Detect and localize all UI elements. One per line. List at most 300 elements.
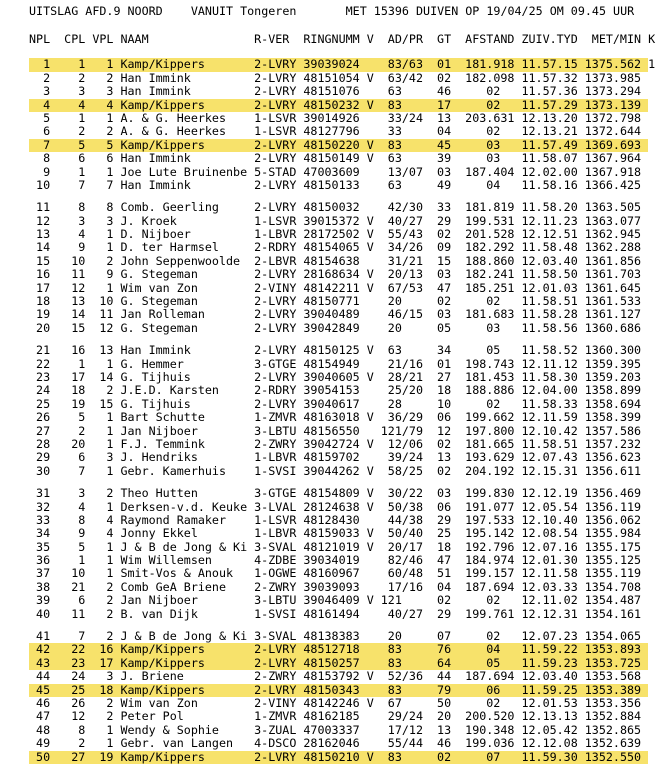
row-band [29,425,648,438]
cell-metmin: 1361.533 [584,294,642,309]
cell-rver: 2-LVRY [254,749,297,764]
cell-rver: 2-LVRY [254,267,297,282]
cell-gt: 39 [437,151,452,166]
cell-rver: 2-LBVR [254,253,297,268]
cell-npl: 14 [36,240,51,255]
cell-metmin: 1360.686 [584,320,642,335]
cell-cpl: 2 [78,124,86,139]
cell-adpr-den: /15 [401,307,423,322]
cell-metmin: 1356.469 [584,486,642,501]
row-band [29,112,648,125]
cell-v: V [366,539,374,554]
cell-adpr-num: 31 [387,253,402,268]
cell-npl: 7 [43,137,51,152]
row-band [29,581,648,594]
cell-ring: 39054153 [303,383,360,398]
cell-gt: 45 [437,137,452,152]
cell-adpr-num: 55 [387,227,402,242]
cell-afstand: 181.453 [465,369,515,384]
cell-metmin: 1363.077 [584,213,642,228]
cell-name: G. Tijhuis [120,396,191,411]
cell-ring: 28162046 [303,736,360,751]
cell-gt: 33 [437,200,452,215]
cell-vpl: 1 [106,553,114,568]
cell-afstand: 199.761 [465,606,515,621]
row-band [29,670,648,683]
result-row [29,608,656,621]
cell-adpr-den: /21 [401,253,423,268]
row-band [29,268,648,281]
cell-name: Han Immink [120,177,191,192]
cell-name: Kamp/Kippers [120,97,205,112]
cell-npl: 44 [36,669,51,684]
cell-cpl: 14 [71,307,86,322]
result-row [29,514,656,527]
cell-gt: 02 [437,436,452,451]
cell-rver: 3-GTGE [254,486,297,501]
cell-zuivtyd: 12.05.54 [521,499,578,514]
cell-metmin: 1354.708 [584,579,642,594]
cell-metmin: 1352.865 [584,722,642,737]
cell-afstand: 187.404 [465,164,515,179]
cell-ring: 48121019 [303,539,360,554]
cell-cpl: 2 [78,423,86,438]
cell-name: Joe Lute Bruinenbe [120,164,248,179]
cell-npl: 5 [43,110,51,125]
result-row [29,594,656,607]
cell-npl: 31 [36,486,51,501]
cell-name: Kamp/Kippers [120,642,205,657]
result-row [29,268,656,281]
cell-ring: 28172502 [303,227,360,242]
result-row [29,724,656,737]
cell-ring: 48161494 [303,606,360,621]
cell-cpl: 12 [71,280,86,295]
col-header-adpr: AD/PR [387,32,423,46]
cell-zuivtyd: 12.08.54 [521,526,578,541]
cell-vpl: 2 [106,579,114,594]
cell-npl: 22 [36,356,51,371]
cell-npl: 8 [43,151,51,166]
row-band [29,228,648,241]
cell-cpl: 8 [78,200,86,215]
cell-ring: 48150032 [303,200,360,215]
cell-ring: 48142246 [303,695,360,710]
result-row [29,657,656,670]
row-band [29,139,648,152]
cell-ring: 48154809 [303,486,360,501]
cell-vpl: 16 [99,642,114,657]
cell-afstand: 201.528 [465,227,515,242]
cell-rver: 4-ZDBE [254,553,297,568]
cell-adpr-num: 40 [387,606,402,621]
cell-vpl: 1 [106,499,114,514]
cell-afstand: 04 [486,177,501,192]
cell-rver: 1-LSVR [254,124,297,139]
cell-afstand: 182.292 [465,240,515,255]
cell-zuivtyd: 12.11.58 [521,566,578,581]
cell-gt: 03 [437,267,452,282]
cell-metmin: 1353.893 [584,642,642,657]
cell-zuivtyd: 12.07.23 [521,629,578,644]
cell-npl: 4 [43,97,51,112]
row-band [29,152,648,165]
cell-vpl: 15 [99,396,114,411]
cell-adpr-num: 20 [387,267,402,282]
cell-zuivtyd: 11.57.29 [521,97,578,112]
cell-metmin: 1358.694 [584,396,642,411]
cell-rver: 1-LSVR [254,213,297,228]
cell-zuivtyd: 12.11.23 [521,213,578,228]
cell-ring: 39039093 [303,579,360,594]
result-row [29,487,656,500]
cell-v: V [366,227,374,242]
cell-rver: 2-LVRY [254,84,297,99]
col-header-gt: GT [437,32,452,46]
cell-adpr-num: 12 [387,436,402,451]
cell-afstand: 187.694 [465,579,515,594]
cell-adpr-num: 60 [387,566,402,581]
cell-zuivtyd: 12.12.19 [521,486,578,501]
cell-rver: 2-RDRY [254,240,297,255]
cell-npl: 6 [43,124,51,139]
cell-gt: 49 [437,177,452,192]
cell-metmin: 1355.125 [584,553,642,568]
cell-adpr-den: /38 [401,499,423,514]
cell-rver: 1-SVSI [254,606,297,621]
col-header-afstand: AFSTAND [465,32,515,46]
cell-rver: 2-LVRY [254,200,297,215]
cell-rver: 3-ZUAL [254,722,297,737]
cell-cpl: 10 [71,566,86,581]
results-table [29,58,656,764]
cell-adpr-num: 46 [387,307,402,322]
cell-zuivtyd: 12.07.43 [521,450,578,465]
cell-ring: 39042724 [303,436,360,451]
cell-zuivtyd: 11.59.22 [521,642,578,657]
cell-vpl: 4 [106,97,114,112]
cell-gt: 04 [437,579,452,594]
result-row [29,567,656,580]
cell-zuivtyd: 11.58.16 [521,177,578,192]
cell-metmin: 1356.062 [584,512,642,527]
cell-gt: 07 [437,629,452,644]
result-row [29,112,656,125]
cell-rver: 2-LVRY [254,57,297,72]
result-row [29,72,656,85]
cell-vpl: 1 [106,164,114,179]
cell-vpl: 1 [106,280,114,295]
cell-vpl: 6 [106,151,114,166]
cell-v: V [366,267,374,282]
cell-zuivtyd: 11.58.51 [521,436,578,451]
cell-ring: 48150232 [303,97,360,112]
row-band [29,541,648,554]
row-band [29,255,648,268]
cell-rver: 3-GTGE [254,356,297,371]
cell-gt: 64 [437,655,452,670]
cell-npl: 34 [36,526,51,541]
cell-afstand: 04 [486,642,501,657]
result-row [29,554,656,567]
cell-ring: 28168634 [303,267,360,282]
cell-name: Wim van Zon [120,280,198,295]
cell-adpr-den: /43 [401,227,423,242]
cell-v: V [366,151,374,166]
cell-npl: 27 [36,423,51,438]
cell-afstand: 02 [486,396,501,411]
cell-metmin: 1356.623 [584,450,642,465]
result-row [29,670,656,683]
cell-zuivtyd: 11.58.56 [521,320,578,335]
cell-rver: 1-ZMVR [254,410,297,425]
cell-zuivtyd: 11.58.50 [521,267,578,282]
cell-npl: 24 [36,383,51,398]
cell-vpl: 1 [106,240,114,255]
cell-adpr-num: 121 [380,593,402,608]
cell-name: J & B de Jong & Ki [120,539,248,554]
cell-v: V [366,749,374,764]
cell-gt: 01 [437,356,452,371]
cell-adpr-num: 83 [387,57,402,72]
cell-zuivtyd: 12.11.12 [521,356,578,371]
cell-zuivtyd: 12.04.00 [521,383,578,398]
cell-zuivtyd: 11.58.48 [521,240,578,255]
cell-zuivtyd: 11.58.51 [521,294,578,309]
cell-afstand: 193.629 [465,450,515,465]
cell-vpl: 1 [106,566,114,581]
cell-gt: 02 [437,70,452,85]
row-band [29,501,648,514]
col-header-v: V [366,32,374,46]
cell-metmin: 1373.985 [584,70,642,85]
cell-gt: 03 [437,307,452,322]
cell-metmin: 1361.703 [584,267,642,282]
cell-gt: 18 [437,383,452,398]
cell-ring: 48159033 [303,526,360,541]
row-band [29,514,648,527]
cell-afstand: 181.819 [465,200,515,215]
result-row [29,451,656,464]
cell-npl: 30 [36,463,51,478]
cell-npl: 36 [36,553,51,568]
cell-name: Comb GeA Briene [120,579,227,594]
cell-zuivtyd: 11.58.28 [521,307,578,322]
cell-adpr-num: 28 [387,396,402,411]
cell-adpr-den: /16 [401,579,423,594]
cell-rver: 2-LVRY [254,642,297,657]
cell-name: Jan Rolleman [120,307,205,322]
result-row [29,139,656,152]
cell-afstand: 05 [486,655,501,670]
cell-metmin: 1373.294 [584,84,642,99]
cell-v: V [366,593,374,608]
cell-metmin: 1369.693 [584,137,642,152]
cell-rver: 1-SVSI [254,463,297,478]
cell-gt: 47 [437,280,452,295]
cell-afstand: 185.251 [465,280,515,295]
cell-adpr-num: 121 [380,423,402,438]
cell-rver: 2-LVRY [254,177,297,192]
cell-ring: 48127796 [303,124,360,139]
cell-cpl: 3 [78,84,86,99]
cell-gt: 79 [437,682,452,697]
cell-ring: 47003337 [303,722,360,737]
cell-rver: 3-LBTU [254,423,297,438]
cell-name: Kamp/Kippers [120,749,205,764]
cell-adpr-num: 83 [387,682,402,697]
cell-adpr-den: /27 [401,213,423,228]
cell-ring: 48150149 [303,151,360,166]
cell-v: V [366,70,374,85]
cell-rver: 3-LBTU [254,593,297,608]
cell-metmin: 1362.945 [584,227,642,242]
cell-afstand: 03 [486,137,501,152]
cell-metmin: 1353.568 [584,669,642,684]
cell-afstand: 199.036 [465,736,515,751]
cell-name: G. Hemmer [120,356,184,371]
cell-afstand: 05 [486,343,501,358]
cell-adpr-den: /44 [401,736,423,751]
result-row [29,465,656,478]
cell-zuivtyd: 12.13.20 [521,110,578,125]
cell-rver: 4-DSCO [254,736,297,751]
result-row [29,166,656,179]
cell-cpl: 21 [71,579,86,594]
cell-afstand: 182.098 [465,70,515,85]
cell-rver: 1-LSVR [254,110,297,125]
cell-cpl: 8 [78,512,86,527]
cell-ring: 48151076 [303,84,360,99]
cell-vpl: 17 [99,655,114,670]
cell-afstand: 191.077 [465,499,515,514]
cell-afstand: 203.631 [465,110,515,125]
cell-ring: 48156550 [303,423,360,438]
cell-zuivtyd: 11.57.49 [521,137,578,152]
row-band [29,465,648,478]
cell-npl: 49 [36,736,51,751]
row-band [29,241,648,254]
cell-metmin: 1363.505 [584,200,642,215]
cell-vpl: 1 [106,539,114,554]
cell-cpl: 18 [71,383,86,398]
col-header-cpl: CPL [64,32,86,46]
result-row [29,501,656,514]
cell-adpr-num: 83 [387,642,402,657]
cell-name: Han Immink [120,151,191,166]
cell-adpr-num: 20 [387,539,402,554]
cell-ring: 48154949 [303,356,360,371]
cell-gt: 29 [437,606,452,621]
cell-adpr-num: 58 [387,463,402,478]
cell-name: Kamp/Kippers [120,57,205,72]
cell-adpr-num: 29 [387,709,402,724]
cell-adpr-den: /24 [401,450,423,465]
cell-zuivtyd: 12.12.08 [521,736,578,751]
cell-ring: 48159702 [303,450,360,465]
cell-adpr-num: 17 [387,579,402,594]
cell-cpl: 25 [71,682,86,697]
cell-npl: 26 [36,410,51,425]
result-row [29,282,656,295]
cell-gt: 12 [437,423,452,438]
cell-name: Raymond Ramaker [120,512,227,527]
cell-ring: 48153792 [303,669,360,684]
cell-rver: 2-LVRY [254,682,297,697]
row-band [29,724,648,737]
cell-vpl: 8 [106,200,114,215]
cell-ring: 48151054 [303,70,360,85]
cell-v: V [366,240,374,255]
cell-npl: 48 [36,722,51,737]
result-row [29,58,656,71]
cell-adpr-den: /30 [401,200,423,215]
cell-cpl: 24 [71,669,86,684]
cell-npl: 50 [36,749,51,764]
row-band [29,657,648,670]
cell-cpl: 4 [78,97,86,112]
row-band [29,322,648,335]
cell-metmin: 1354.487 [584,593,642,608]
cell-metmin: 1356.611 [584,463,642,478]
cell-adpr-den: /48 [401,566,423,581]
cell-afstand: 192.796 [465,539,515,554]
result-row [29,384,656,397]
cell-adpr-den: /36 [401,669,423,684]
cell-npl: 28 [36,436,51,451]
cell-cpl: 5 [78,539,86,554]
cell-name: J. Hendriks [120,450,198,465]
cell-adpr-den: /24 [401,709,423,724]
row-band [29,58,648,71]
cell-adpr-den: /40 [401,526,423,541]
result-row [29,255,656,268]
cell-gt: 05 [437,320,452,335]
cell-ring: 48150257 [303,655,360,670]
cell-rver: 2-LVRY [254,369,297,384]
cell-name: G. Stegeman [120,320,198,335]
cell-gt: 44 [437,669,452,684]
cell-metmin: 1354.161 [584,606,642,621]
cell-adpr-num: 13 [387,164,402,179]
cell-ring: 48512718 [303,642,360,657]
result-row [29,152,656,165]
cell-adpr-num: 67 [387,695,402,710]
cell-adpr-den: /26 [401,240,423,255]
row-band [29,684,648,697]
cell-zuivtyd: 12.01.53 [521,695,578,710]
row-band [29,99,648,112]
cell-adpr-den: /21 [401,369,423,384]
cell-ring: 48150220 [303,137,360,152]
cell-metmin: 1361.645 [584,280,642,295]
result-row [29,371,656,384]
result-row [29,697,656,710]
cell-zuivtyd: 12.12.31 [521,606,578,621]
cell-name: Gebr. van Langen [120,736,234,751]
cell-v: V [366,280,374,295]
cell-gt: 02 [437,749,452,764]
cell-adpr-num: 63 [387,84,402,99]
cell-rver: 2-ZWRY [254,579,297,594]
result-row [29,737,656,750]
cell-afstand: 02 [486,695,501,710]
cell-gt: 06 [437,499,452,514]
col-header-rver: R-VER [254,32,290,46]
cell-afstand: 195.142 [465,526,515,541]
cell-metmin: 1355.119 [584,566,642,581]
cell-name: J. Briene [120,669,184,684]
